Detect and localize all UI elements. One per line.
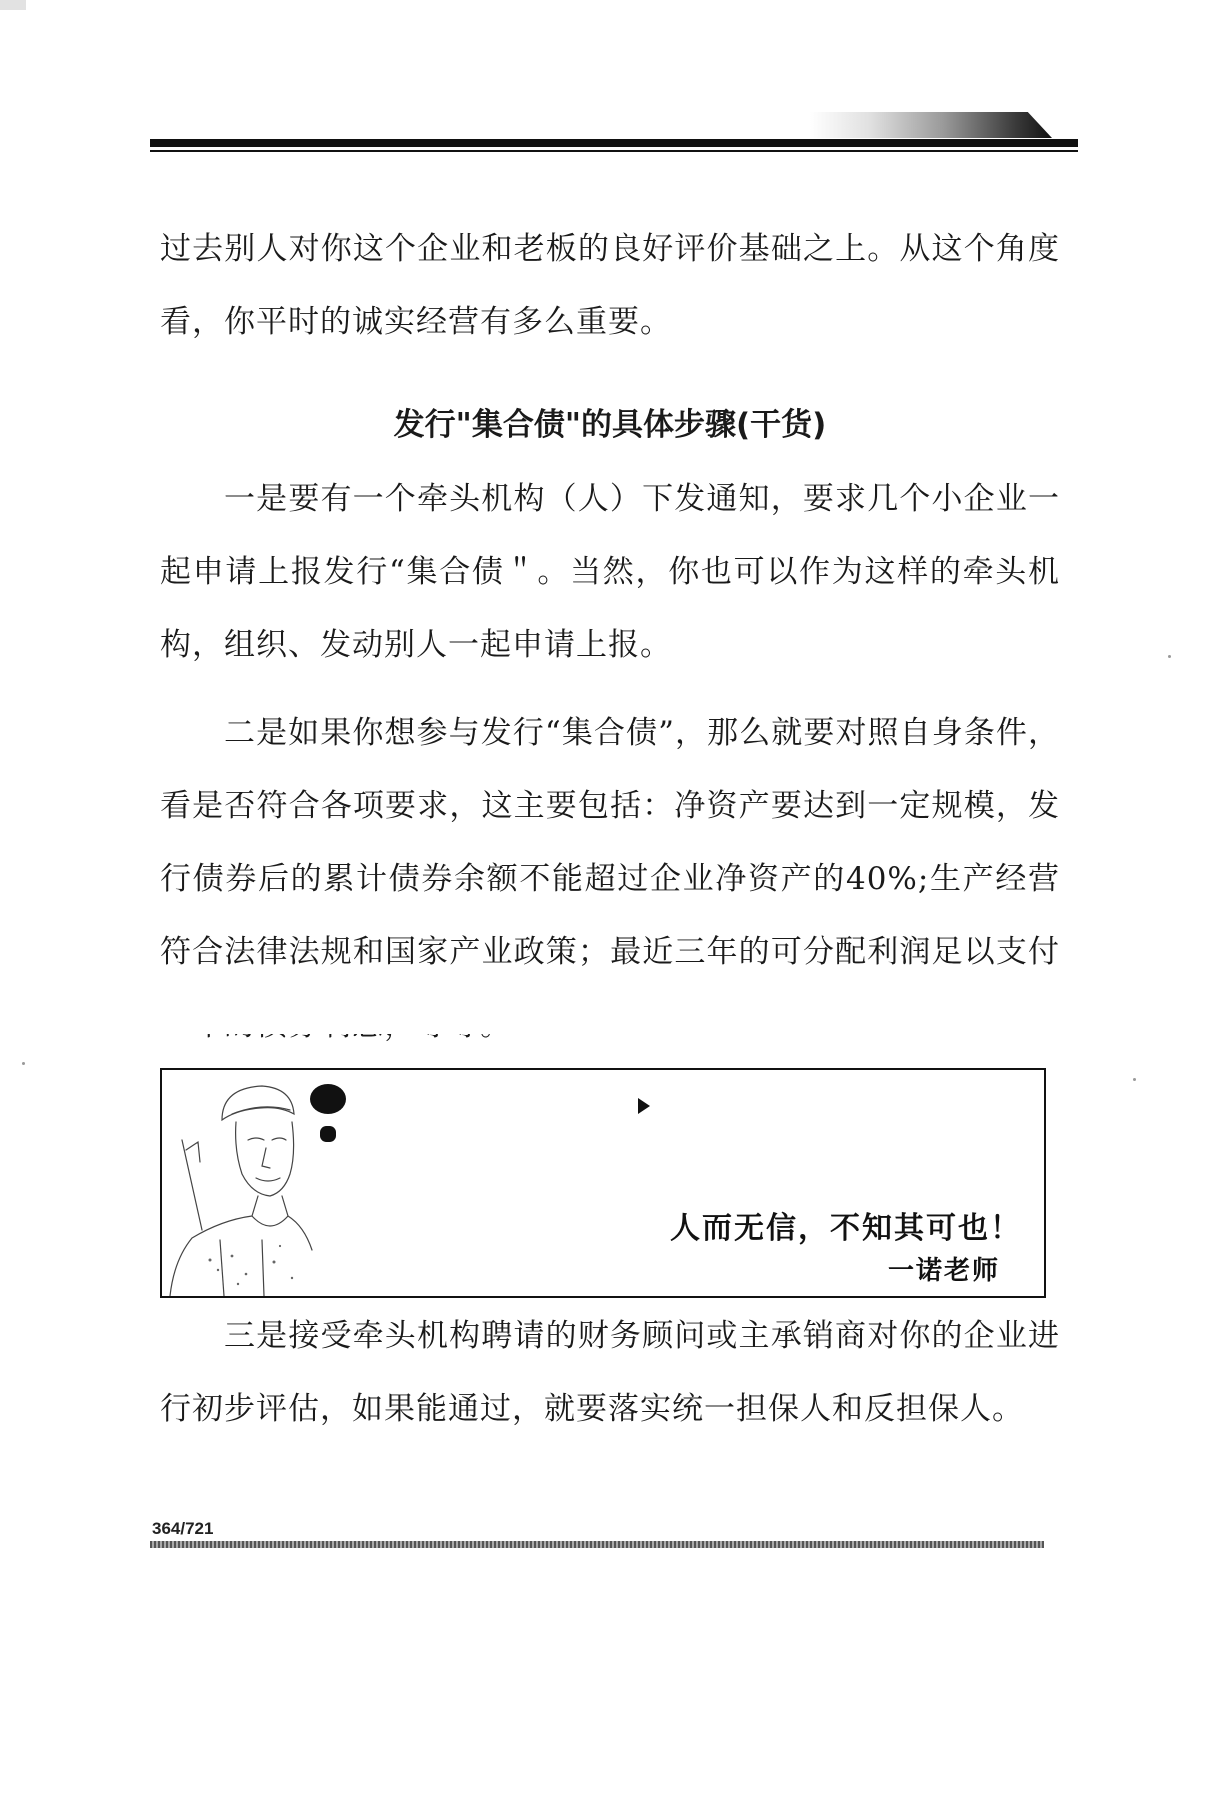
text-occlusion bbox=[160, 1000, 1060, 1034]
scan-speck bbox=[22, 1062, 25, 1065]
teacher-portrait-sketch bbox=[162, 1070, 322, 1296]
scan-speck bbox=[1133, 1078, 1136, 1081]
footer-rule bbox=[150, 1541, 1044, 1548]
scan-speck bbox=[1168, 655, 1171, 658]
page-number: 364/721 bbox=[152, 1519, 214, 1538]
banner-author: 一诺老师 bbox=[887, 1256, 1000, 1286]
paragraph-step-one: 一是要有一个牵头机构（人）下发通知，要求几个小企业一起申请上报发行“集合债＂。当然，你也可以作为这样的牵头机构，组织、发动别人一起申请上报。 bbox=[160, 481, 1060, 663]
paragraph-step-two: 二是如果你想参与发行“集合债”，那么就要对照自身条件，看是否符合各项要求，这主要包括：净资产要达到一定规模，发行债券后的累计债券余额不能超过企业净资产的40%;生产经营符合法律法规和国家产业政策；最近三年的可分配利润足以支付 bbox=[160, 715, 1060, 970]
quote-banner bbox=[160, 1068, 1046, 1298]
scan-edge-mark bbox=[0, 0, 26, 10]
header-rule bbox=[150, 139, 1078, 147]
header-gradient-tab bbox=[810, 112, 1052, 138]
occlusion-box bbox=[338, 1068, 634, 1176]
banner-quote: 人而无信，不知其可也！ bbox=[670, 1211, 1022, 1246]
play-icon bbox=[638, 1098, 650, 1114]
paragraph-intro: 过去别人对你这个企业和老板的良好评价基础之上。从这个角度看，你平时的诚实经营有多么重要。 bbox=[160, 231, 1060, 340]
section-heading: 发行"集合债"的具体步骤(干货) bbox=[393, 407, 827, 443]
header-rule-thin bbox=[150, 150, 1078, 152]
ink-mark bbox=[320, 1126, 336, 1142]
ink-mark bbox=[310, 1084, 346, 1114]
paragraph-step-three: 三是接受牵头机构聘请的财务顾问或主承销商对你的企业进行初步评估，如果能通过，就要落实统一担保人和反担保人。 bbox=[160, 1318, 1060, 1427]
